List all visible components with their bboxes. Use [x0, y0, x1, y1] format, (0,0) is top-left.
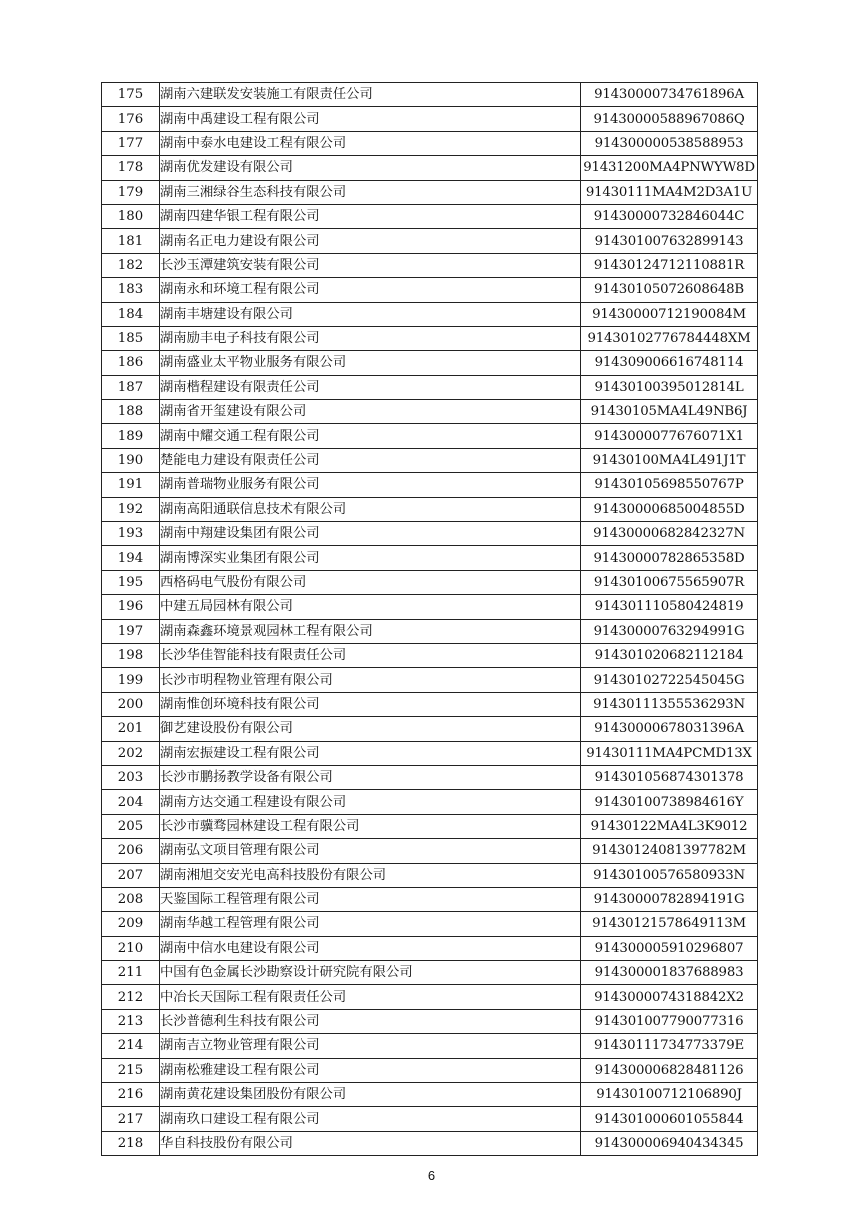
credit-code: 91430100712106890J — [581, 1083, 758, 1107]
company-table — [101, 82, 758, 1156]
table-row — [102, 278, 758, 302]
row-number: 208 — [102, 887, 160, 911]
table-row — [102, 229, 758, 253]
table-row — [102, 643, 758, 667]
credit-code: 914301000601055844 — [581, 1107, 758, 1131]
credit-code: 9143000077676071X1 — [581, 424, 758, 448]
row-number: 216 — [102, 1083, 160, 1107]
row-number: 186 — [102, 351, 160, 375]
table-row — [102, 351, 758, 375]
company-name: 湖南方达交通工程建设有限公司 — [160, 790, 581, 814]
credit-code: 91430100395012814L — [581, 375, 758, 399]
table-row — [102, 204, 758, 228]
company-name: 湖南湘旭交安光电高科技股份有限公司 — [160, 863, 581, 887]
credit-code: 9143000074318842X2 — [581, 985, 758, 1009]
row-number: 182 — [102, 253, 160, 277]
table-row — [102, 619, 758, 643]
credit-code: 914301007790077316 — [581, 1009, 758, 1033]
row-number: 201 — [102, 717, 160, 741]
credit-code: 91430105072608648B — [581, 278, 758, 302]
row-number: 207 — [102, 863, 160, 887]
company-name: 湖南高阳通联信息技术有限公司 — [160, 497, 581, 521]
credit-code: 91431200MA4PNWYW8D — [581, 156, 758, 180]
company-name: 湖南森鑫环境景观园林工程有限公司 — [160, 619, 581, 643]
credit-code: 914301110580424819 — [581, 595, 758, 619]
credit-code: 91430100675565907R — [581, 570, 758, 594]
company-name: 湖南楷程建设有限责任公司 — [160, 375, 581, 399]
company-name: 湖南三湘绿谷生态科技有限公司 — [160, 180, 581, 204]
row-number: 185 — [102, 326, 160, 350]
company-name: 湖南中泰水电建设工程有限公司 — [160, 131, 581, 155]
company-name: 长沙华佳智能科技有限责任公司 — [160, 643, 581, 667]
company-name: 湖南弘文项目管理有限公司 — [160, 839, 581, 863]
credit-code: 91430111355536293N — [581, 692, 758, 716]
credit-code: 91430122MA4L3K9012 — [581, 814, 758, 838]
row-number: 193 — [102, 522, 160, 546]
table-row — [102, 326, 758, 350]
credit-code: 914300001837688983 — [581, 961, 758, 985]
table-row — [102, 1083, 758, 1107]
credit-code: 91430124712110881R — [581, 253, 758, 277]
company-name: 湖南中耀交通工程有限公司 — [160, 424, 581, 448]
table-row — [102, 912, 758, 936]
row-number: 183 — [102, 278, 160, 302]
credit-code: 91430100MA4L491J1T — [581, 448, 758, 472]
credit-code: 91430102722545045G — [581, 668, 758, 692]
row-number: 215 — [102, 1058, 160, 1082]
row-number: 177 — [102, 131, 160, 155]
table-row — [102, 887, 758, 911]
company-name: 长沙普德利生科技有限公司 — [160, 1009, 581, 1033]
credit-code: 91430000588967086Q — [581, 107, 758, 131]
row-number: 187 — [102, 375, 160, 399]
table-row — [102, 1131, 758, 1155]
company-name: 长沙市明程物业管理有限公司 — [160, 668, 581, 692]
row-number: 188 — [102, 400, 160, 424]
company-name: 湖南四建华银工程有限公司 — [160, 204, 581, 228]
company-name: 湖南丰塘建设有限公司 — [160, 302, 581, 326]
table-row — [102, 497, 758, 521]
credit-code: 91430121578649113M — [581, 912, 758, 936]
row-number: 218 — [102, 1131, 160, 1155]
company-name: 湖南普瑞物业服务有限公司 — [160, 473, 581, 497]
company-name: 湖南六建联发安装施工有限责任公司 — [160, 83, 581, 107]
company-name: 湖南优发建设有限公司 — [160, 156, 581, 180]
table-row — [102, 400, 758, 424]
credit-code: 914301007632899143 — [581, 229, 758, 253]
credit-code: 91430100576580933N — [581, 863, 758, 887]
row-number: 204 — [102, 790, 160, 814]
table-row — [102, 1009, 758, 1033]
table-row — [102, 839, 758, 863]
table-row — [102, 765, 758, 789]
row-number: 195 — [102, 570, 160, 594]
table-row — [102, 668, 758, 692]
row-number: 212 — [102, 985, 160, 1009]
company-name: 华自科技股份有限公司 — [160, 1131, 581, 1155]
credit-code: 914300000538588953 — [581, 131, 758, 155]
row-number: 191 — [102, 473, 160, 497]
company-name: 楚能电力建设有限责任公司 — [160, 448, 581, 472]
table-row — [102, 473, 758, 497]
row-number: 211 — [102, 961, 160, 985]
row-number: 206 — [102, 839, 160, 863]
credit-code: 91430000734761896A — [581, 83, 758, 107]
company-name: 湖南中禹建设工程有限公司 — [160, 107, 581, 131]
table-row — [102, 448, 758, 472]
company-name: 中冶长天国际工程有限责任公司 — [160, 985, 581, 1009]
company-name: 湖南中信水电建设有限公司 — [160, 936, 581, 960]
company-name: 湖南玖口建设工程有限公司 — [160, 1107, 581, 1131]
row-number: 214 — [102, 1034, 160, 1058]
table-row — [102, 424, 758, 448]
company-name: 湖南吉立物业管理有限公司 — [160, 1034, 581, 1058]
company-name: 御艺建设股份有限公司 — [160, 717, 581, 741]
table-row — [102, 790, 758, 814]
table-row — [102, 180, 758, 204]
credit-code: 91430000685004855D — [581, 497, 758, 521]
company-name: 湖南名正电力建设有限公司 — [160, 229, 581, 253]
row-number: 178 — [102, 156, 160, 180]
table-row — [102, 83, 758, 107]
table-row — [102, 546, 758, 570]
credit-code: 914301056874301378 — [581, 765, 758, 789]
company-name: 长沙市骥骛园林建设工程有限公司 — [160, 814, 581, 838]
table-row — [102, 570, 758, 594]
credit-code: 91430100738984616Y — [581, 790, 758, 814]
company-name: 西格码电气股份有限公司 — [160, 570, 581, 594]
credit-code: 91430105698550767P — [581, 473, 758, 497]
row-number: 189 — [102, 424, 160, 448]
row-number: 176 — [102, 107, 160, 131]
row-number: 181 — [102, 229, 160, 253]
table-row — [102, 863, 758, 887]
table-row — [102, 814, 758, 838]
company-name: 湖南励丰电子科技有限公司 — [160, 326, 581, 350]
table-row — [102, 741, 758, 765]
row-number: 180 — [102, 204, 160, 228]
table-row — [102, 522, 758, 546]
table-row — [102, 375, 758, 399]
page-number: 6 — [427, 1168, 436, 1183]
table-row — [102, 131, 758, 155]
table-row — [102, 595, 758, 619]
company-name: 天鉴国际工程管理有限公司 — [160, 887, 581, 911]
row-number: 198 — [102, 643, 160, 667]
company-table-body — [102, 83, 758, 1156]
company-name: 湖南宏振建设工程有限公司 — [160, 741, 581, 765]
credit-code: 91430105MA4L49NB6J — [581, 400, 758, 424]
credit-code: 91430000763294991G — [581, 619, 758, 643]
company-name: 湖南松雅建设工程有限公司 — [160, 1058, 581, 1082]
company-name: 中建五局园林有限公司 — [160, 595, 581, 619]
row-number: 192 — [102, 497, 160, 521]
table-row — [102, 156, 758, 180]
credit-code: 91430000732846044C — [581, 204, 758, 228]
credit-code: 91430111734773379E — [581, 1034, 758, 1058]
table-row — [102, 1107, 758, 1131]
company-name: 长沙玉潭建筑安装有限公司 — [160, 253, 581, 277]
table-row — [102, 253, 758, 277]
company-name: 湖南盛业太平物业服务有限公司 — [160, 351, 581, 375]
credit-code: 914300006940434345 — [581, 1131, 758, 1155]
row-number: 175 — [102, 83, 160, 107]
table-row — [102, 1034, 758, 1058]
company-name: 湖南华越工程管理有限公司 — [160, 912, 581, 936]
table-row — [102, 302, 758, 326]
credit-code: 914300005910296807 — [581, 936, 758, 960]
credit-code: 914300006828481126 — [581, 1058, 758, 1082]
table-row — [102, 961, 758, 985]
row-number: 196 — [102, 595, 160, 619]
table-row — [102, 985, 758, 1009]
row-number: 179 — [102, 180, 160, 204]
credit-code: 914309006616748114 — [581, 351, 758, 375]
company-name: 湖南博深实业集团有限公司 — [160, 546, 581, 570]
credit-code: 91430000782894191G — [581, 887, 758, 911]
credit-code: 91430000682842327N — [581, 522, 758, 546]
company-name: 长沙市鹏扬教学设备有限公司 — [160, 765, 581, 789]
credit-code: 91430000678031396A — [581, 717, 758, 741]
row-number: 209 — [102, 912, 160, 936]
row-number: 202 — [102, 741, 160, 765]
row-number: 203 — [102, 765, 160, 789]
company-name: 湖南黄花建设集团股份有限公司 — [160, 1083, 581, 1107]
company-name: 湖南惟创环境科技有限公司 — [160, 692, 581, 716]
row-number: 210 — [102, 936, 160, 960]
table-row — [102, 717, 758, 741]
row-number: 200 — [102, 692, 160, 716]
credit-code: 914301020682112184 — [581, 643, 758, 667]
row-number: 190 — [102, 448, 160, 472]
company-name: 中国有色金属长沙勘察设计研究院有限公司 — [160, 961, 581, 985]
credit-code: 91430000712190084M — [581, 302, 758, 326]
credit-code: 91430111MA4M2D3A1U — [581, 180, 758, 204]
company-name: 湖南省开玺建设有限公司 — [160, 400, 581, 424]
row-number: 194 — [102, 546, 160, 570]
table-row — [102, 1058, 758, 1082]
credit-code: 91430000782865358D — [581, 546, 758, 570]
table-row — [102, 936, 758, 960]
row-number: 213 — [102, 1009, 160, 1033]
table-row — [102, 107, 758, 131]
row-number: 205 — [102, 814, 160, 838]
row-number: 217 — [102, 1107, 160, 1131]
company-name: 湖南永和环境工程有限公司 — [160, 278, 581, 302]
table-row — [102, 692, 758, 716]
credit-code: 91430124081397782M — [581, 839, 758, 863]
row-number: 184 — [102, 302, 160, 326]
credit-code: 91430102776784448XM — [581, 326, 758, 350]
company-name: 湖南中翔建设集团有限公司 — [160, 522, 581, 546]
row-number: 199 — [102, 668, 160, 692]
credit-code: 91430111MA4PCMD13X — [581, 741, 758, 765]
row-number: 197 — [102, 619, 160, 643]
